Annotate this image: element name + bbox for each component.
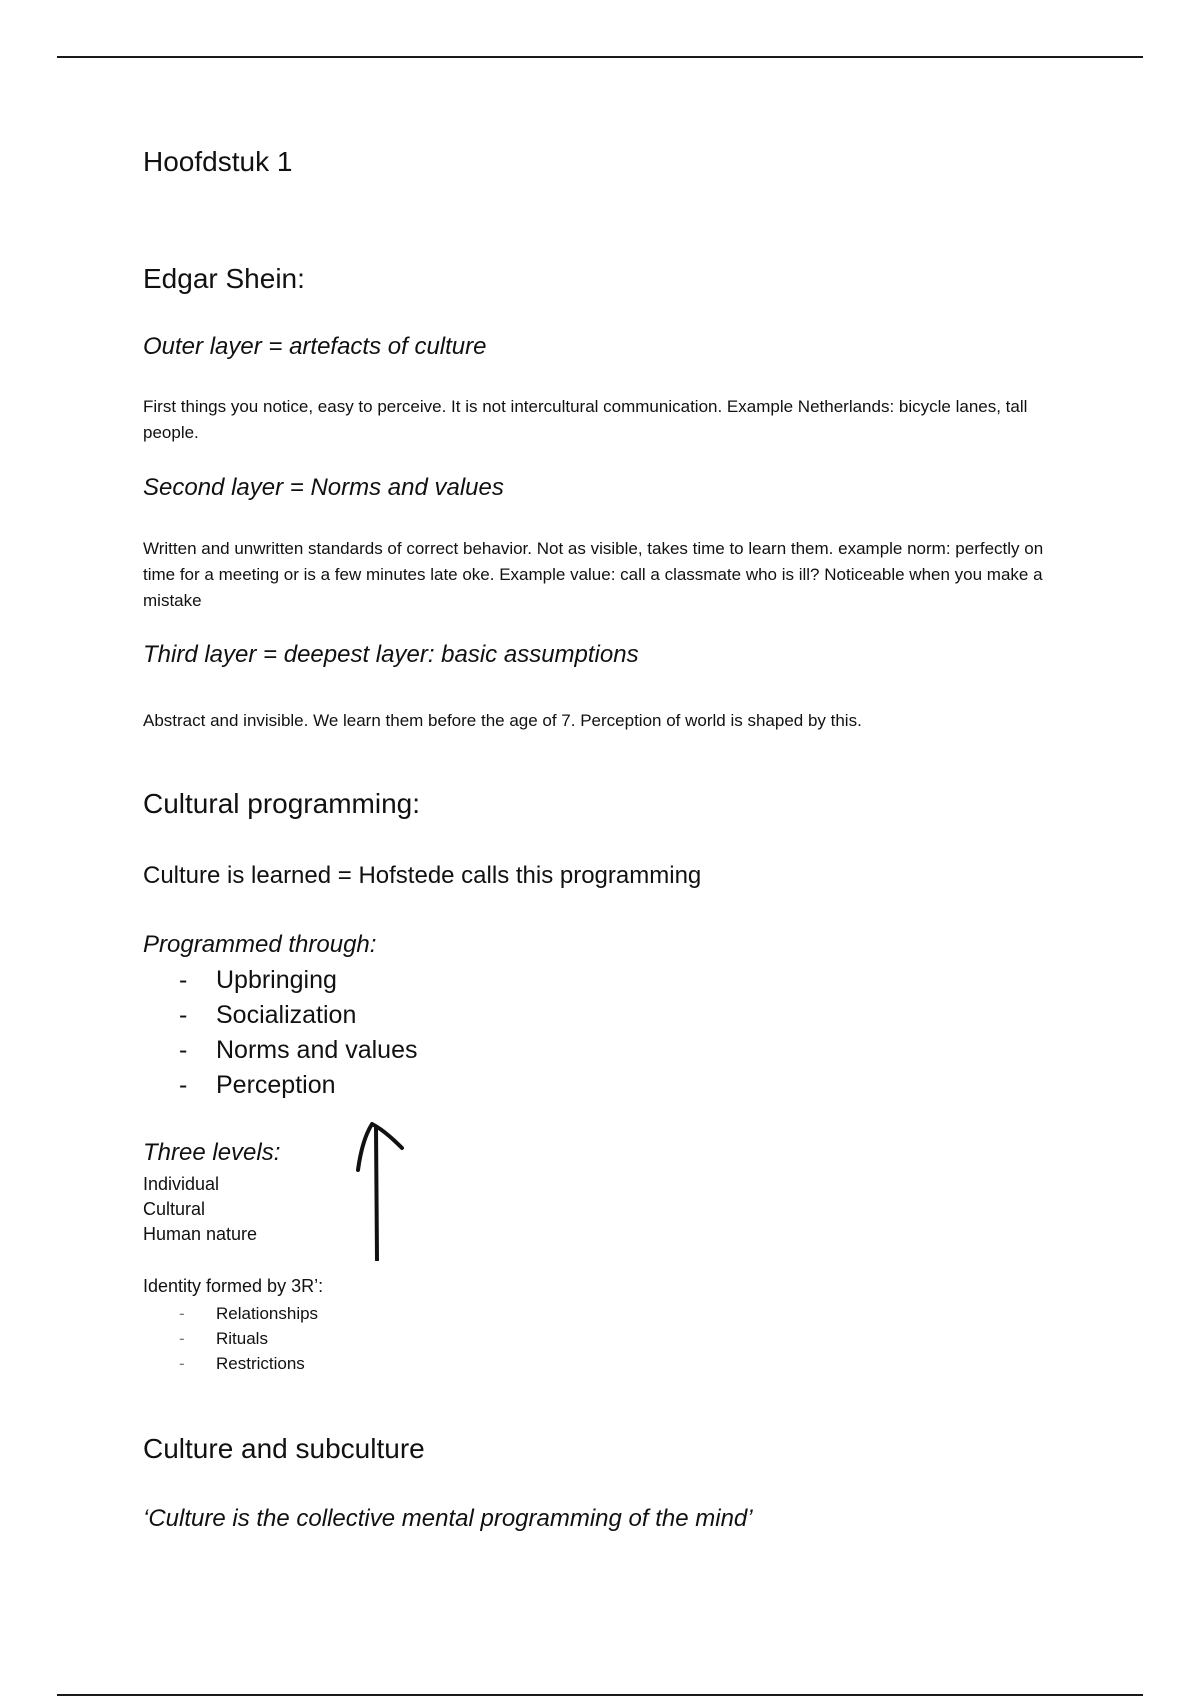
outer-layer-heading: Outer layer = artefacts of culture xyxy=(143,333,487,360)
culture-quote: ‘Culture is the collective mental programming of the mind’ xyxy=(143,1505,753,1532)
third-layer-heading: Third layer = deepest layer: basic assumptions xyxy=(143,641,639,668)
second-layer-heading: Second layer = Norms and values xyxy=(143,474,504,501)
list-item: - Relationships xyxy=(175,1301,318,1326)
subculture-heading: Culture and subculture xyxy=(143,1433,425,1464)
list-item: - Restrictions xyxy=(175,1351,318,1376)
list-item: - Norms and values xyxy=(175,1033,417,1068)
list-item: - Upbringing xyxy=(175,963,417,998)
list-item: Human nature xyxy=(143,1224,258,1244)
programming-lead: Culture is learned = Hofstede calls this programming xyxy=(143,862,702,889)
schein-heading: Edgar Shein: xyxy=(143,263,305,294)
list-item: Cultural xyxy=(143,1199,206,1219)
up-arrow-icon xyxy=(350,1118,410,1261)
third-layer-text: Abstract and invisible. We learn them before the age of 7. Perception of world is shaped by this. xyxy=(143,711,862,730)
programmed-through-heading: Programmed through: xyxy=(143,931,377,958)
list-item: - Socialization xyxy=(175,998,417,1033)
cultural-programming-heading: Cultural programming: xyxy=(143,788,420,819)
list-item: - Rituals xyxy=(175,1326,318,1351)
second-layer-text: Written and unwritten standards of correct behavior. Not as visible, takes time to learn them. example norm: perfectly on time for a meeting or is a few minutes late oke. Example value: call a classmate who is ill? Noticeable when you make a mistake xyxy=(143,539,1044,610)
list-item: Individual xyxy=(143,1174,220,1194)
outer-layer-text: First things you notice, easy to perceive. It is not intercultural communication. Example Netherlands: bicycle lanes, tall people. xyxy=(143,397,1028,442)
three-levels-heading: Three levels: xyxy=(143,1139,281,1166)
footer-rule xyxy=(57,1694,1143,1696)
list-item: - Perception xyxy=(175,1068,417,1103)
header-rule xyxy=(57,56,1143,58)
chapter-heading: Hoofdstuk 1 xyxy=(143,146,293,177)
programmed-through-list xyxy=(175,963,417,1103)
three-levels-list xyxy=(143,1172,257,1247)
identity-list xyxy=(175,1301,318,1376)
identity-heading: Identity formed by 3R’: xyxy=(143,1276,324,1296)
